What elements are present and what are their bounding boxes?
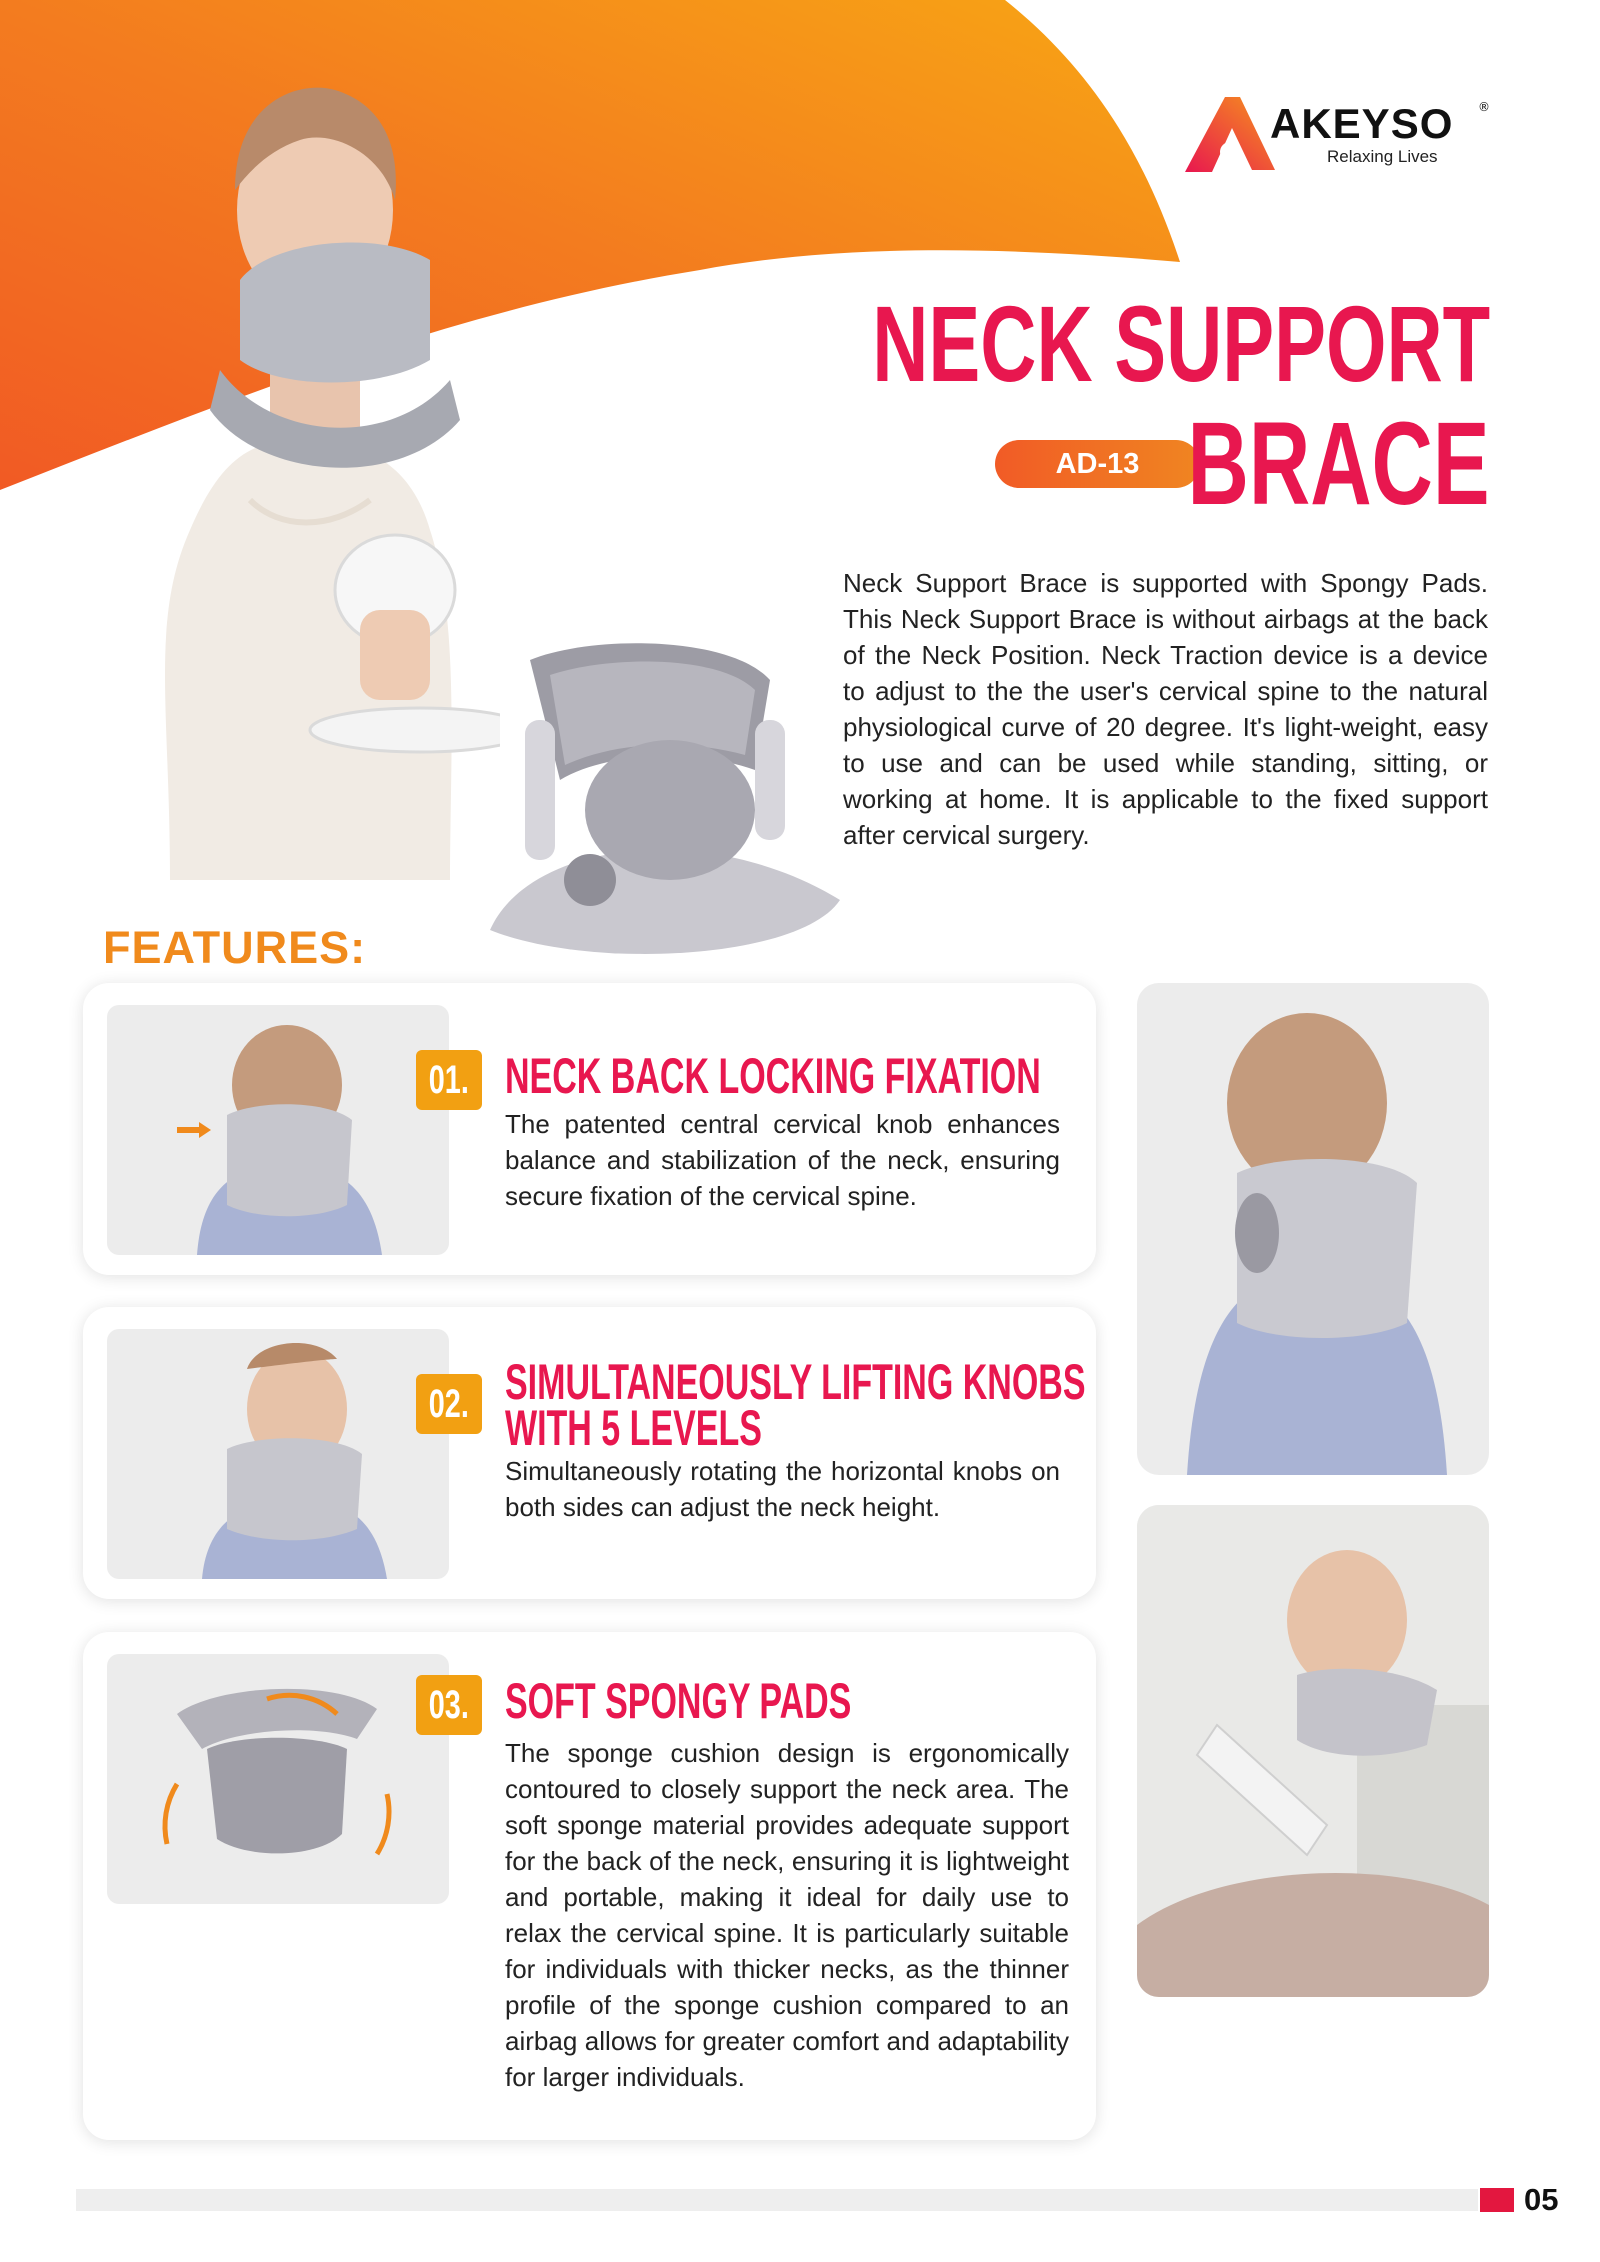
feature-3-photo	[107, 1654, 449, 1904]
feature-card-2	[83, 1307, 1096, 1599]
brand-name: AKEYSO	[1270, 100, 1454, 147]
side-photo-reading	[1137, 1505, 1489, 1997]
feature-1-title: NECK BACK LOCKING FIXATION	[505, 1048, 1041, 1104]
feature-3-body: The sponge cushion design is ergonomically contoured to closely support the neck area. The soft sponge material provides adequate support for the back of the neck, ensuring it is lightweight and portable, making it ideal for daily use to relax the cervical spine. It is particularly suitable for individuals with thicker necks, as the thinner profile of the sponge cushion compared to an airbag allows for greater comfort and adaptability for larger individuals.	[505, 1738, 1069, 2092]
page-title-line2: BRACE	[1187, 398, 1490, 530]
brand-tagline: Relaxing Lives	[1327, 147, 1438, 166]
feature-2-number: 02.	[416, 1374, 482, 1434]
footer-bar	[76, 2189, 1478, 2211]
model-badge: AD-13	[995, 440, 1200, 488]
feature-card-3	[83, 1632, 1096, 2140]
page-number: 05	[1524, 2182, 1559, 2217]
feature-1-body: The patented central cervical knob enhances balance and stabilization of the neck, ensuring secure fixation of the cervical spine.	[505, 1109, 1060, 1211]
features-heading: FEATURES:	[103, 922, 367, 973]
feature-2-body: Simultaneously rotating the horizontal knobs on both sides can adjust the neck height.	[505, 1456, 1060, 1522]
feature-2-title: SIMULTANEOUSLY LIFTING KNOBS WITH 5 LEVELS	[505, 1354, 1086, 1456]
feature-3-number: 03.	[416, 1675, 482, 1735]
feature-1-number: 01.	[416, 1050, 482, 1110]
product-description: Neck Support Brace is supported with Spongy Pads. This Neck Support Brace is without airbags at the back of the Neck Position. Neck Traction device is a device to adjust to the the user's cervical spine to the natural physiological curve of 20 degree. It's light-weight, easy to use and can be used while standing, sitting, or working at home. It is applicable to the fixed support after cervical surgery.	[843, 568, 1488, 850]
feature-1-photo	[107, 1005, 449, 1255]
product-brace-photo	[470, 640, 850, 970]
registered-mark: ®	[1478, 100, 1490, 114]
side-photo-back-view	[1137, 983, 1489, 1475]
feature-2-photo	[107, 1329, 449, 1579]
feature-3-title: SOFT SPONGY PADS	[505, 1673, 852, 1729]
hero-model-photo	[130, 60, 500, 880]
feature-card-1	[83, 983, 1096, 1275]
page-title-line1: NECK SUPPORT	[872, 283, 1490, 404]
page-marker	[1480, 2188, 1514, 2212]
